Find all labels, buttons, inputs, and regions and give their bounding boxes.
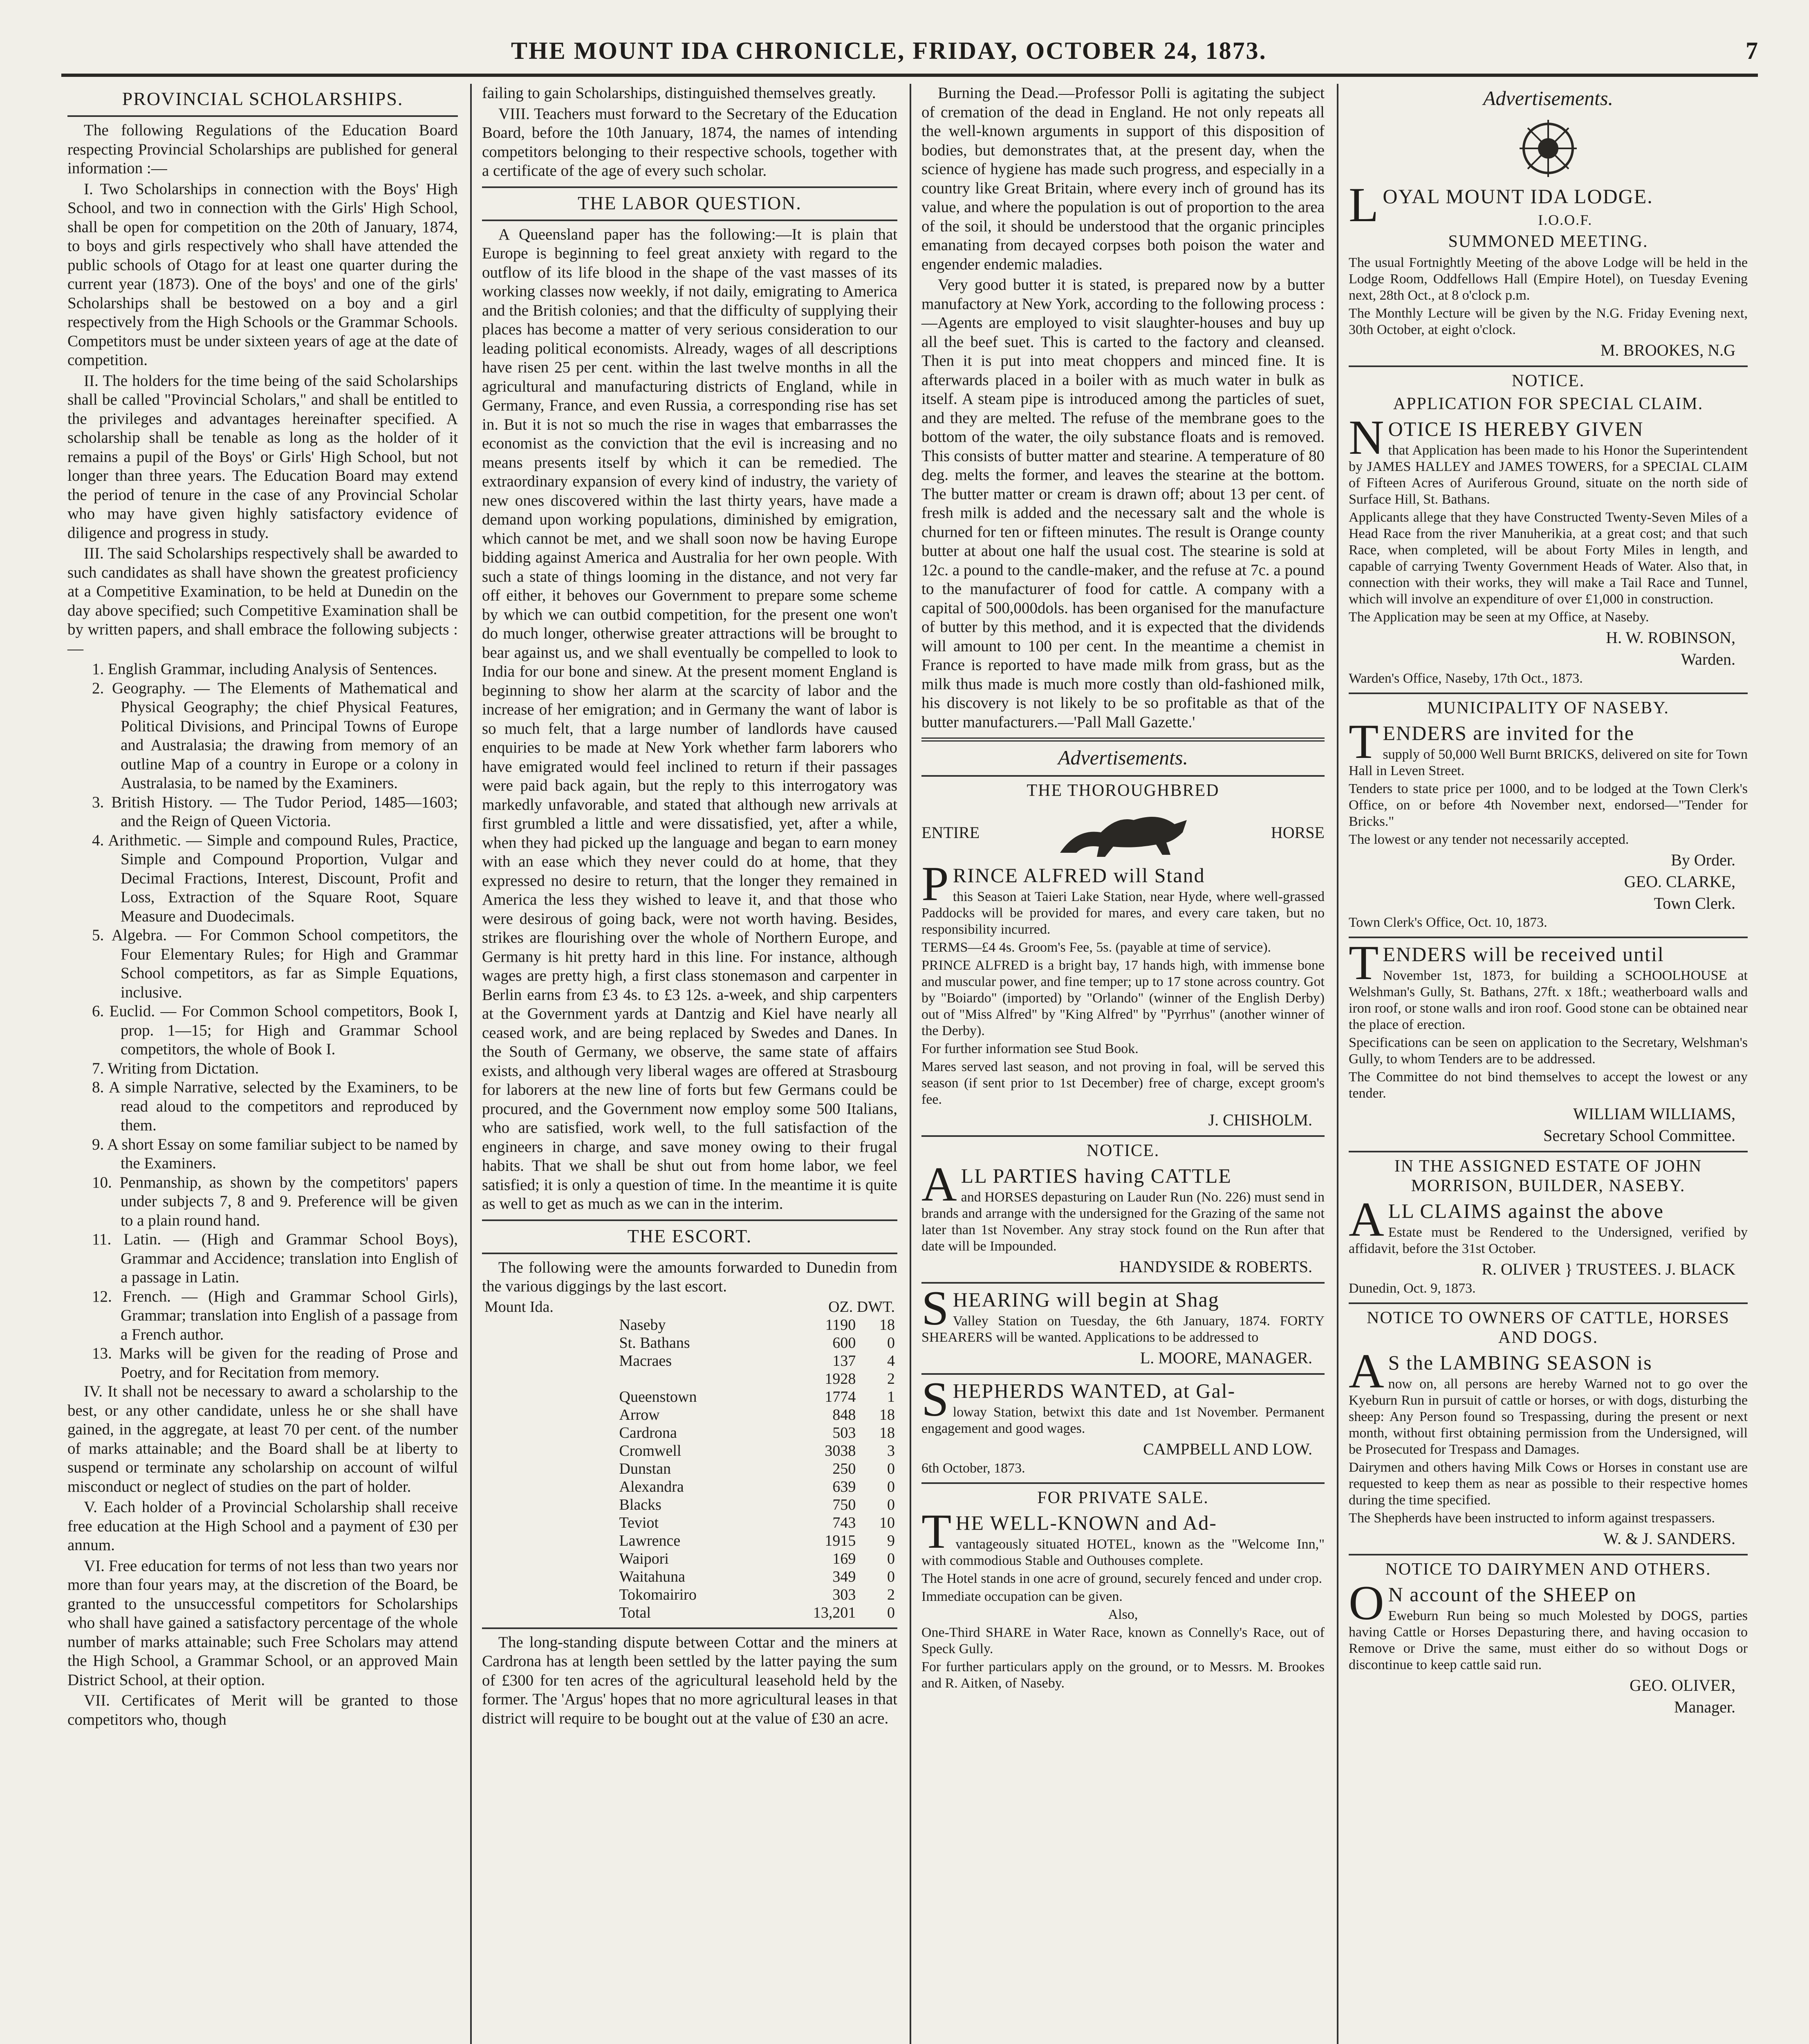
drop-cap: S [921, 1372, 950, 1426]
escort-dwt: 1 [887, 1388, 895, 1405]
escort-place: Dunstan [619, 1460, 671, 1477]
ad-text: One-Third SHARE in Water Race, known as Connelly's Race, out of Speck Gully. [921, 1625, 1325, 1656]
divider [921, 1282, 1325, 1284]
escort-place: Waipori [619, 1550, 669, 1567]
horse-right-label: HORSE [1271, 823, 1325, 842]
escort-heading: THE ESCORT. [627, 1225, 752, 1246]
ad-signature: WILLIAM WILLIAMS, [1573, 1105, 1735, 1123]
escort-oz: 503 [832, 1424, 856, 1441]
ad-text: vantageously situated HOTEL, known as the "Welcome Inn," with commodious Stable and Outhouses complete. [921, 1537, 1325, 1568]
divider [482, 1219, 897, 1221]
dogs-heading: NOTICE TO OWNERS OF CATTLE, HORSES AND DOGS. [1367, 1309, 1730, 1347]
article-paragraph: The long-standing dispute between Cottar and the miners at Cardrona has at length been settled by the latter paying the sum of £300 for ten acres of the agricultural leasehold held by the former. The 'Argus' hopes that no more agricultural leases in that district will require to be bought out at the value of £30 an acre. [482, 1633, 897, 1727]
escort-row [482, 1514, 897, 1532]
ad-signature: L. MOORE, MANAGER. [1140, 1349, 1312, 1367]
ad-signature: W. & J. SANDERS. [1603, 1529, 1735, 1548]
escort-dwt: 18 [879, 1316, 895, 1334]
escort-place: Arrow [619, 1406, 660, 1423]
subject-item: 13. Marks will be given for the reading of Prose and Poetry, and for Recitation from memory. [92, 1345, 458, 1381]
escort-oz: 1190 [825, 1316, 856, 1334]
masthead-title: THE MOUNT IDA CHRONICLE, FRIDAY, OCTOBER 24, 1873. [511, 37, 1267, 64]
lodge-ad-title: LOYAL MOUNT IDA LODGE. [1349, 177, 1653, 232]
escort-row [482, 1586, 897, 1604]
article-paragraph: Very good butter it is stated, is prepared now by a butter manufactory at New York, according to the following process :—Agents are employed to visit slaughter-houses and buy up all the beef suet. This is carted to the factory and cleansed. Then it is put into meat choppers and minced fine. It is afterwards placed in a boiler with as much water in bulk as itself. A steam pipe is introduced among the particles of suet, and they are melted. The refuse of the membrane goes to the bottom of the water, the oily substance floats and is removed. This consists of butter matter and stearine. A temperature of 80 deg. melts the former, and leaves the stearine at the bottom. The butter matter or cream is drawn off; about 13 per cent. of fresh milk is added and the necessary salt and the whole is churned for ten or fifteen minutes. The result is Orange county butter at about one half the usual cost. The stearine is sold at 12c. a pound to the candle-maker, and the refuse at 7c. a pound to the manufacturer of food for cattle. A company with a capital of 500,000dols. has been organised for the manufacture of butter by this method, and it is expected that the dividends will amount to 100 per cent. In the meantime a chemist in France is reported to have made milk from grass, but as the milk thus made is much more costly than old-fashioned milk, his discovery is not likely to be so profitable as that of the butter manufacturers.—'Pall Mall Gazette.' [921, 276, 1325, 731]
drop-cap: A [1349, 1344, 1385, 1398]
ad-text: PRINCE ALFRED is a bright bay, 17 hands high, with immense bone and muscular power, and fine temper; up to 17 stone across country. Got by "Boiardo" (imported) by "Orlando" (winner of the English Derby) out of "Miss Alfred" by "King Alfred" by "Pyrrhus" (another winner of the Derby). [921, 958, 1325, 1038]
escort-row [482, 1460, 897, 1478]
school-ad-title: TENDERS will be received until [1349, 935, 1664, 990]
divider [921, 775, 1325, 777]
ad-text: Specifications can be seen on application to the Secretary, Welshman's Gully, to whom Tenders are to be addressed. [1349, 1035, 1748, 1067]
escort-dwt: 0 [887, 1478, 895, 1495]
escort-dwt: 3 [887, 1442, 895, 1459]
drop-cap: P [921, 856, 950, 911]
article-paragraph: VII. Certificates of Merit will be granted to those competitors who, though [67, 1692, 458, 1728]
escort-row [482, 1352, 897, 1370]
ad-signature: J. CHISHOLM. [1208, 1111, 1312, 1129]
article-paragraph: VIII. Teachers must forward to the Secretary of the Education Board, before the 10th January, 1874, the names of intending competitors belonging to their respective schools, together with a certificate of the age of every such scholar. [482, 105, 897, 179]
escort-place: Naseby [619, 1316, 666, 1334]
drop-cap: A [921, 1157, 958, 1211]
divider [921, 737, 1325, 742]
escort-dwt: 2 [887, 1370, 895, 1387]
ad-text: that Application has been made to his Honor the Superintendent by JAMES HALLEY and JAMES TOWERS, for a SPECIAL CLAIM of Fifteen Acres of Auriferous Ground, situate on the north side of Surface Hill, St. Bathans. [1349, 443, 1748, 507]
escort-dwt: 4 [887, 1352, 895, 1369]
claim-ad-title: NOTICE IS HEREBY GIVEN [1349, 410, 1644, 464]
subject-item: 6. Euclid. — For Common School competitors, Book I, prop. 1—15; for High and Grammar School competitors, the whole of Book I. [92, 1002, 458, 1058]
article-paragraph: The following were the amounts forwarded to Dunedin from the various diggings by the last escort. [482, 1258, 897, 1295]
lodge-sub: I.O.O.F. [1538, 212, 1593, 228]
drop-cap: L [1349, 177, 1380, 232]
escort-oz: 1928 [825, 1370, 856, 1387]
article-paragraph: III. The said Scholarships respectively shall be awarded to such candidates as shall have shown the greatest proficiency at a Competitive Examination, to be held at Dunedin on the day above specified; such Competitive Examination shall be by written papers, and shall embrace the following subjects :— [67, 545, 458, 657]
escort-row [482, 1532, 897, 1550]
divider [1349, 1554, 1748, 1555]
shepherds-ad-title: SHEPHERDS WANTED, at Gal- [921, 1372, 1236, 1426]
ad-text: For further information see Stud Book. [921, 1041, 1139, 1056]
article-paragraph: failing to gain Scholarships, distinguished themselves greatly. [482, 84, 876, 102]
escort-place: St. Bathans [619, 1334, 690, 1351]
ad-text: The Hotel stands in one acre of ground, securely fenced and under crop. [921, 1571, 1322, 1586]
subject-item: 8. A simple Narrative, selected by the Examiners, to be read aloud to the competitors and reproduced by them. [92, 1078, 458, 1134]
ad-order: By Order. [1671, 851, 1735, 869]
escort-place: Alexandra [619, 1478, 684, 1495]
subject-item: 5. Algebra. — For Common School competitors, the Four Elementary Rules; for High and Grammar School competitors, as far as Simple Equations, inclusive. [92, 926, 458, 1001]
divider [1349, 1302, 1748, 1304]
ad-signature-title: Secretary School Committee. [1543, 1126, 1735, 1145]
escort-oz: 250 [832, 1460, 856, 1477]
escort-oz: 3038 [825, 1442, 856, 1459]
escort-dwt: 0 [887, 1496, 895, 1513]
escort-place: Waitahuna [619, 1568, 686, 1585]
article-paragraph: A Queensland paper has the following:—It is plain that Europe is beginning to feel great anxiety with regard to the outflow of its life blood in the shape of the vast masses of its working classes now weekly, if not daily, emigrating to America and the British colonies; and that the difficulty of supplying their places has become a matter of very serious consideration to our leading political economists. Already, wages of all descriptions have risen 25 per cent. within the last twelve months in all the agricultural and manufacturing districts of England, while in Germany, France, and even Russia, a corresponding rise has set in. But it is not so much the rise in wages that embarrasses the economist as the conviction that the evil is increasing and no means presents itself by which it can be remedied. The extraordinary expansion of every kind of industry, the variety of new ones discovered within the last thirty years, have made a demand upon working populations, diminished by emigration, which cannot be met, and we shall soon now be having Europe bidding against America and Australia for her own people. With such a state of things looming in the distance, and not very far off either, it behoves our Government to prepare some scheme by which we can outbid competition, for the present one won't do much longer, otherwise greater attractions will be brought to bear against us, and we shall eventually be compelled to look to India for our bone and sinew. At the present moment England is beginning to show her alarm at the scarcity of labor and the increase of her emigration; and in Germany the want of labor is so much felt, that a large number of landlords have caused enquiries to be made at New York whether farm laborers who have emigrated would feel inclined to return if their passages were paid back again, but the reply to this interrogatory was markedly unfavorable, and stated that although new arrivals at first grumbled a little and were dissatisfied, yet, after a while, when they had picked up the language and began to earn money with an ease which they never could do at home, that they expressed no desire to return, that the longer they remained in America the less they wished to leave it, and that those who were desirous of going back, were not worth having. Besides, strikes are flourishing over the whole of Northern Europe, and Germany is hit pretty hard in this line. For instance, although wages are pretty high, a first class stonemason and carpenter in Berlin earns from £3 4s. to £3 12s. a-week, and ship carpenters at the Government yards at Dantzig and Kiel have nearly all ceased work, and are being replaced by Swedes and Danes. In the South of Germany, we observe, the same state of affairs exists, and although very liberal wages are offered at Strasbourg for laborers at the new line of forts but few Germans could be procured, and the Government now employ some 500 Italians, who are satisfied, work well, to the full satisfaction of the engineers in charge, and save money owing to their frugal habits. That we shall be shut out from home labor, we feel satisfied; it is only a question of time. In the meantime it is quite as well to get as much as we can in the interim. [482, 225, 897, 1213]
escort-oz: 848 [832, 1406, 856, 1423]
advertisements-heading: Advertisements. [1058, 746, 1188, 769]
escort-row [482, 1478, 897, 1496]
ad-signature: GEO. CLARKE, [1624, 872, 1735, 891]
escort-row [482, 1550, 897, 1568]
article-paragraph: The following Regulations of the Education Board respecting Provincial Scholarships are published for general information :— [67, 121, 458, 177]
escort-place: Blacks [619, 1496, 661, 1513]
escort-dwt: 18 [879, 1406, 895, 1423]
divider [1349, 693, 1748, 694]
notice-heading: NOTICE. [1511, 372, 1585, 390]
ad-date: 6th October, 1873. [921, 1461, 1025, 1476]
escort-oz: 169 [832, 1550, 856, 1567]
escort-row [482, 1568, 897, 1586]
ad-signature-title: Manager. [1674, 1698, 1735, 1716]
escort-row [482, 1496, 897, 1514]
sale-heading: FOR PRIVATE SALE. [1037, 1488, 1209, 1507]
ad-signature: HANDYSIDE & ROBERTS. [1119, 1257, 1312, 1276]
dogs-ad-title: A S the LAMBING SEASON is [1349, 1344, 1652, 1398]
dairy-heading: NOTICE TO DAIRYMEN AND OTHERS. [1385, 1560, 1711, 1579]
escort-group-label: Mount Ida. [484, 1298, 554, 1316]
escort-place: Macraes [619, 1352, 672, 1369]
subject-item: 3. British History. — The Tudor Period, 1485—1603; and the Reign of Queen Victoria. [92, 793, 458, 830]
subject-item: 1. English Grammar, including Analysis of Sentences. [92, 660, 437, 678]
subject-item: 11. Latin. — (High and Grammar School Boys), Grammar and Accidence; translation into English of a passage in Latin. [92, 1230, 458, 1286]
escort-place: Cardrona [619, 1424, 677, 1441]
ad-text: Applicants allege that they have Constructed Twenty-Seven Miles of a Head Race from the river Manuherikia, at a great cost; and that such Race, when completed, will be about Forty Miles in length, and capable of carrying Twenty Government Heads of Water. Also that, in connection with their works, they will make a Tail Race and Tunnel, which will involve an expenditure of over £1,000 in construction. [1349, 510, 1748, 607]
ad-text: Estate must be Rendered to the Undersigned, verified by affidavit, before the 31st October. [1349, 1225, 1748, 1256]
column-3 [910, 84, 1335, 2044]
drop-cap: O [1349, 1576, 1385, 1630]
divider [482, 1627, 897, 1629]
article-paragraph: IV. It shall not be necessary to award a scholarship to the best, or any other candidate, unless he or she shall have gained, in the aggregate, at least 70 per cent. of the number of marks attainable; and the Board shall be at liberty to suspend or terminate any scholarship on account of wilful misconduct or neglect of studies on the part of holder. [67, 1383, 458, 1495]
divider [482, 220, 897, 221]
ad-text: For further particulars apply on the ground, or to Messrs. M. Brookes and R. Aitken, of Naseby. [921, 1659, 1325, 1691]
escort-oz: 743 [832, 1514, 856, 1531]
escort-row [482, 1316, 897, 1334]
horse-ad-header: THE THOROUGHBRED [1027, 781, 1219, 800]
escort-dwt: 0 [887, 1334, 895, 1351]
column-2 [470, 84, 908, 2044]
article-paragraph: II. The holders for the time being of the said Scholarships shall be called "Provincial Scholars," and shall be entitled to the privileges and advantages hereinafter specified. A scholarship shall be tenable as long as the holder of it remains a pupil of the Boys' or Girls' High School, but not longer than three years. The Education Board may extend the period of tenure in the case of any Provincial Scholar who may have given highly satisfactory evidence of diligence and progress in study. [67, 372, 458, 542]
ad-text: Dairymen and others having Milk Cows or Horses in constant use are requested to keep them as near as possible to their respective homes during the time specified. [1349, 1460, 1748, 1508]
ad-text: Eweburn Run being so much Molested by DOGS, parties having Cattle or Horses Depasturing there, and having occasion to Remove or Drive the same, must either do so without Dogs or discontinue to keep cattle said run. [1349, 1608, 1748, 1672]
horse-icon [1052, 804, 1199, 861]
escort-table [482, 1298, 897, 1622]
escort-dwt: 0 [887, 1550, 895, 1567]
horse-left-label: ENTIRE [921, 823, 980, 842]
divider [921, 1135, 1325, 1137]
escort-row [482, 1424, 897, 1442]
subject-item: 2. Geography. — The Elements of Mathematical and Physical Geography; the chief Physical Features, Political Divisions, and Principal Towns of Europe and Australasia; the drawing from memory of an outline Map of a country in Europe or a colony in Australasia, to be named by the Examiners. [92, 679, 458, 792]
claim-heading: APPLICATION FOR SPECIAL CLAIM. [1393, 394, 1704, 413]
escort-oz: 303 [832, 1586, 856, 1603]
drop-cap: T [1349, 935, 1380, 990]
horse-ad-banner [921, 804, 1325, 861]
ad-signature: M. BROOKES, N.G [1600, 341, 1735, 359]
subject-item: 9. A short Essay on some familiar subject to be named by the Examiners. [92, 1135, 458, 1172]
article-paragraph: Burning the Dead.—Professor Polli is agitating the subject of cremation of the dead in England. He not only repeats all the well-known arguments in support of this disposition of bodies, but demonstrates that, at the present day, when the science of hygiene has made such progress, and especially in a country like Great Britain, where every inch of ground has its value, and where the population is out of proportion to the area of the soil, it should be understood that the organic principles emanating from decayed corpses both poison the water and engender endemic maladies. [921, 84, 1325, 273]
horse-ad-title: PRINCE ALFRED will Stand [921, 856, 1205, 911]
ad-text: and HORSES depasturing on Lauder Run (No. 226) must send in brands and arrange with the undersigned for the Grazing of the same not later than 1st November. Any stray stock found on the Run after that date will be Impounded. [921, 1190, 1325, 1254]
ad-signature-title: Warden. [1681, 650, 1735, 668]
escort-dwt: 18 [879, 1424, 895, 1441]
escort-oz: 750 [832, 1496, 856, 1513]
divider [1349, 365, 1748, 367]
article-paragraph: I. Two Scholarships in connection with the Boys' High School, and two in connection with the Girls' High School, shall be open for competition on the 20th of January, 1874, to boys and girls respectively who shall have attended the public schools of Otago for at least one quarter during the current year (1873). One of the boys' and one of the girls' Scholarships shall be bestowed on a boy and a girl respectively from the High Schools or the Grammar Schools. Competitors must be under sixteen years of age at the date of competition. [67, 180, 458, 369]
ad-text: supply of 50,000 Well Burnt BRICKS, delivered on site for Town Hall in Leven Street. [1349, 747, 1748, 778]
escort-row [482, 1442, 897, 1460]
ad-text: The lowest or any tender not necessarily accepted. [1349, 832, 1629, 847]
ad-text: Mares served last season, and not proving in foal, will be served this season (if sent prior to 1st December) free of charge, except groom's fee. [921, 1059, 1325, 1107]
ad-date: Town Clerk's Office, Oct. 10, 1873. [1349, 915, 1547, 930]
escort-total-label: Total [619, 1604, 651, 1621]
ad-text: The Application may be seen at my Office, at Naseby. [1349, 610, 1649, 625]
ad-text: Tenders to state price per 1000, and to be lodged at the Town Clerk's Office, on or before 4th November next, endorsed—"Tender for Bricks." [1349, 781, 1748, 829]
divider [67, 115, 458, 117]
ad-text: TERMS—£4 4s. Groom's Fee, 5s. (payable at time of service). [921, 940, 1271, 955]
ad-text: Also, [1108, 1607, 1138, 1622]
escort-dwt: 10 [879, 1514, 895, 1531]
ad-text: loway Station, betwixt this date and 1st November. Permanent engagement and good wages. [921, 1405, 1325, 1436]
escort-oz: 600 [832, 1334, 856, 1351]
escort-place: Teviot [619, 1514, 659, 1531]
drop-cap: T [1349, 714, 1380, 769]
escort-row [482, 1406, 897, 1424]
escort-oz: 349 [832, 1568, 856, 1585]
estate-ad-title: ALL CLAIMS against the above [1349, 1192, 1664, 1246]
cattle-ad-title: ALL PARTIES having CATTLE [921, 1157, 1232, 1211]
sheep-ad-title: O N account of the SHEEP on [1349, 1576, 1637, 1630]
lodge-meeting: SUMMONED MEETING. [1448, 232, 1648, 251]
escort-oz: 1774 [825, 1388, 856, 1405]
escort-dwt: 0 [887, 1568, 895, 1585]
ad-signature: CAMPBELL AND LOW. [1143, 1440, 1312, 1458]
escort-oz: 1915 [825, 1532, 856, 1549]
escort-dwt: 9 [887, 1532, 895, 1549]
ad-date: Dunedin, Oct. 9, 1873. [1349, 1281, 1476, 1296]
ad-text: The Shepherds have been instructed to inform against trespassers. [1349, 1511, 1715, 1526]
escort-place: Tokomairiro [619, 1586, 697, 1603]
escort-row [482, 1370, 897, 1388]
escort-row [482, 1388, 897, 1406]
divider [921, 1482, 1325, 1484]
ad-text: Immediate occupation can be given. [921, 1589, 1123, 1604]
scholarships-heading: PROVINCIAL SCHOLARSHIPS. [122, 88, 403, 109]
ad-text: Valley Station on Tuesday, the 6th January, 1874. FORTY SHEARERS will be wanted. Applications to be addressed to [921, 1313, 1325, 1345]
page-number: 7 [1746, 37, 1758, 64]
escort-oz: 137 [832, 1352, 856, 1369]
escort-place: Cromwell [619, 1442, 681, 1459]
article-paragraph: VI. Free education for terms of not less than two years nor more than four years may, at the discretion of the Board, be granted to the unsuccessful competitors for Scholarships who shall have gained a satisfactory percentage of the whole number of marks attainable; such Free Scholars may attend the High School, a Grammar School, or an approved Main District School, at their option. [67, 1557, 458, 1689]
ad-text: The usual Fortnightly Meeting of the above Lodge will be held in the Lodge Room, Oddfellows Hall (Empire Hotel), on Tuesday Evening next, 28th Oct., at 8 o'clock p.m. [1349, 255, 1748, 303]
ad-text: The Monthly Lecture will be given by the N.G. Friday Evening next, 30th October, at eight o'clock. [1349, 306, 1748, 337]
escort-row [482, 1334, 897, 1352]
escort-total-dwt: 0 [887, 1604, 895, 1621]
ad-text: The Committee do not bind themselves to accept the lowest or any tender. [1349, 1069, 1748, 1101]
divider [482, 186, 897, 188]
ad-signature-title: Town Clerk. [1654, 894, 1735, 912]
divider [1349, 937, 1748, 938]
escort-oz: 639 [832, 1478, 856, 1495]
notice-heading: NOTICE. [1086, 1141, 1160, 1160]
lodge-emblem-box [1349, 116, 1748, 181]
divider [482, 1253, 897, 1254]
drop-cap: T [921, 1504, 953, 1558]
ad-signature: H. W. ROBINSON, [1606, 628, 1735, 647]
drop-cap: N [1349, 410, 1385, 464]
escort-dwt: 0 [887, 1460, 895, 1477]
escort-units: OZ. DWT. [828, 1298, 895, 1316]
divider [921, 1373, 1325, 1375]
column-1 [57, 84, 468, 2044]
escort-total-oz: 13,201 [813, 1604, 856, 1621]
ad-text: November 1st, 1873, for building a SCHOOLHOUSE at Welshman's Gully, St. Bathans, 27ft. x 18ft.; weatherboard walls and iron roof, or stone walls and iron roof. Good stone can be obtained near the place of erection. [1349, 968, 1748, 1032]
ad-text: this Season at Taieri Lake Station, near Hyde, where well-grassed Paddocks will be provided for mares, and every care taken, but no responsibility incurred. [921, 889, 1325, 937]
drop-cap: S [921, 1281, 950, 1335]
escort-dwt: 2 [887, 1586, 895, 1603]
divider [1349, 1151, 1748, 1152]
drop-cap: A [1349, 1192, 1385, 1246]
estate-heading: IN THE ASSIGNED ESTATE OF JOHN MORRISON, BUILDER, NASEBY. [1394, 1157, 1702, 1195]
subject-item: 4. Arithmetic. — Simple and compound Rules, Practice, Simple and Compound Proportion, Vulgar and Decimal Fractions, Interest, Discount, Profit and Loss, Extraction of the Square Root, Square Measure and Duodecimals. [92, 831, 458, 925]
shearing-ad-title: SHEARING will begin at Shag [921, 1281, 1219, 1335]
escort-place: Queenstown [619, 1388, 697, 1405]
advertisements-heading: Advertisements. [1483, 87, 1613, 110]
hotel-ad-title: THE WELL-KNOWN and Ad- [921, 1504, 1217, 1558]
ad-date: Warden's Office, Naseby, 17th Oct., 1873. [1349, 671, 1583, 686]
tenders-ad-title: TENDERS are invited for the [1349, 714, 1635, 769]
escort-place [617, 1370, 767, 1388]
oddfellows-emblem-icon [1507, 116, 1589, 181]
column-4 [1337, 84, 1758, 2044]
ad-signature: R. OLIVER } TRUSTEES. J. BLACK [1482, 1260, 1735, 1278]
article-paragraph: V. Each holder of a Provincial Scholarship shall receive free education at the High School and a payment of £30 per annum. [67, 1498, 458, 1554]
ad-text: now on, all persons are hereby Warned not to go over the Kyeburn Run in pursuit of cattle or horses, or with dogs, disturbing the sheep: Any Person found so Trespassing, during the present or next month, without first obtaining permission from the Undersigned, will be Prosecuted for Trespass and Damages. [1349, 1376, 1748, 1457]
escort-place: Lawrence [619, 1532, 681, 1549]
labor-heading: THE LABOR QUESTION. [578, 192, 802, 213]
municipality-heading: MUNICIPALITY OF NASEBY. [1427, 699, 1669, 717]
subject-item: 12. French. — (High and Grammar School Girls), Grammar; translation into English of a passage from a French author. [92, 1287, 458, 1343]
subject-item: 10. Penmanship, as shown by the competitors' papers under subjects 7, 8 and 9. Preference will be given to a plain round hand. [92, 1173, 458, 1229]
masthead [61, 29, 1758, 77]
subject-item: 7. Writing from Dictation. [92, 1059, 259, 1077]
ad-signature: GEO. OLIVER, [1630, 1676, 1735, 1694]
